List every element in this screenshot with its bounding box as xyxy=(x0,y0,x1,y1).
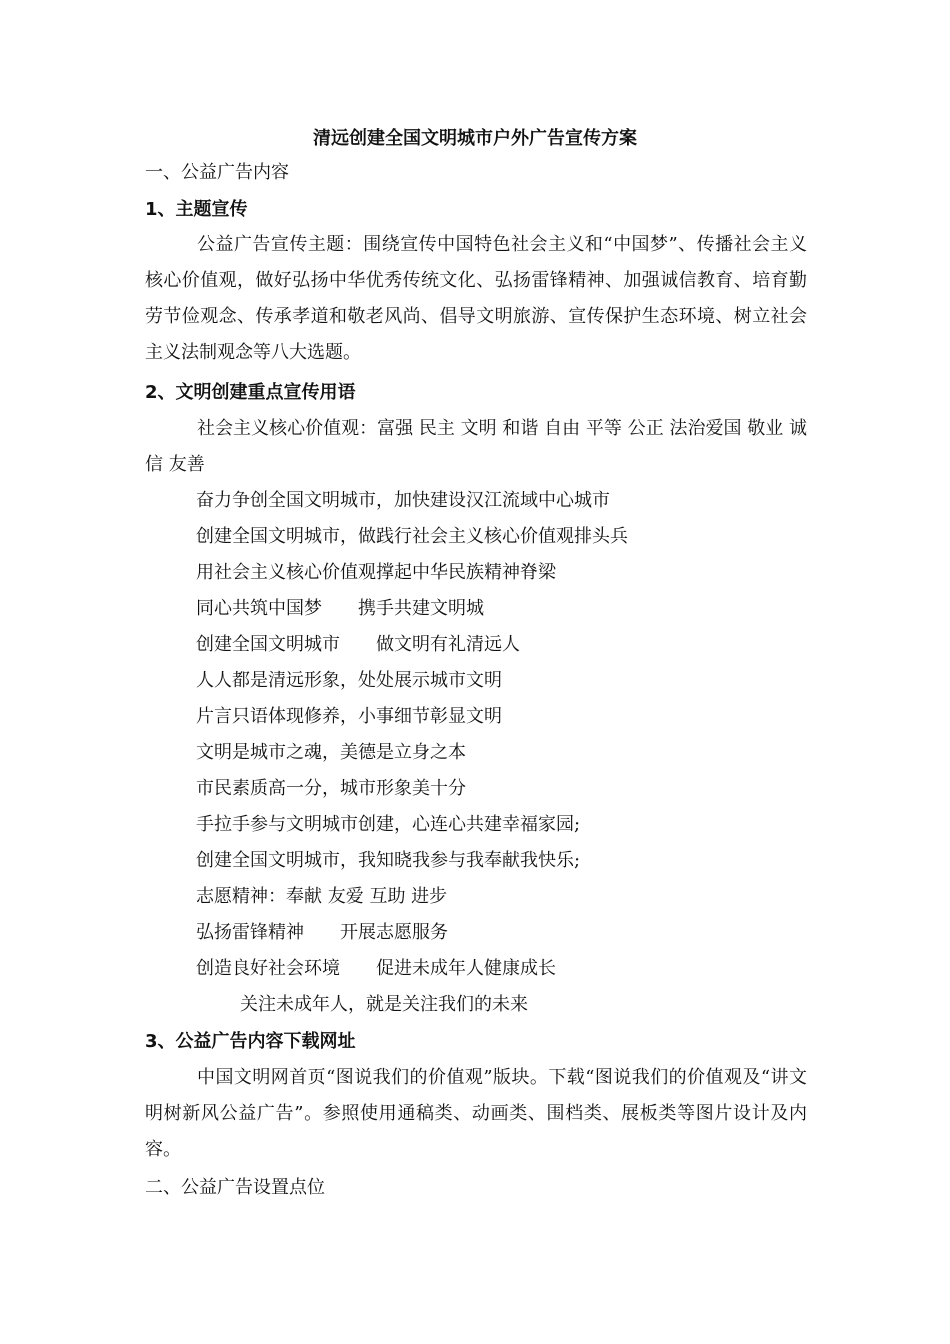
slogan-line: 市民素质高一分，城市形象美十分 xyxy=(196,778,466,799)
paragraph-theme: 公益广告宣传主题：围绕宣传中国特色社会主义和“中国梦”、传播社会主义核心价值观，做好弘扬中华优秀传统文化、弘扬雷锋精神、加强诚信教育、培育勤劳节俭观念、传承孝道和敬老风尚、倡导文明旅游、宣传保护生态环境、树立社会主义法制观念等八大选题。 xyxy=(145,234,807,363)
subheading-slogans: 2、文明创建重点宣传用语 xyxy=(145,382,356,403)
slogan-line: 创建全国文明城市，我知晓我参与我奉献我快乐; xyxy=(196,850,581,871)
document-title: 清远创建全国文明城市户外广告宣传方案 xyxy=(313,128,637,149)
slogan-line: 用社会主义核心价值观撑起中华民族精神脊梁 xyxy=(196,562,556,583)
paragraph-core-values: 社会主义核心价值观：富强 民主 文明 和谐 自由 平等 公正 法治爱国 敬业 诚信 友善 xyxy=(145,418,807,475)
slogan-line: 创造良好社会环境 促进未成年人健康成长 xyxy=(196,958,556,979)
slogan-line: 创建全国文明城市 做文明有礼清远人 xyxy=(196,634,520,655)
section-heading-1: 一、公益广告内容 xyxy=(145,162,289,183)
paragraph-download: 中国文明网首页“图说我们的价值观”版块。下载“图说我们的价值观及“讲文明树新风公益广告”。参照使用通稿类、动画类、围档类、展板类等图片设计及内容。 xyxy=(145,1067,807,1160)
slogan-line: 志愿精神：奉献 友爱 互助 进步 xyxy=(196,886,448,907)
section-heading-2: 二、公益广告设置点位 xyxy=(145,1177,325,1198)
slogan-line: 弘扬雷锋精神 开展志愿服务 xyxy=(196,922,448,943)
slogan-line: 手拉手参与文明城市创建，心连心共建幸福家园; xyxy=(196,814,581,835)
slogan-line: 奋力争创全国文明城市，加快建设汉江流域中心城市 xyxy=(196,490,610,511)
slogan-line: 文明是城市之魂，美德是立身之本 xyxy=(196,742,466,763)
slogan-line: 创建全国文明城市，做践行社会主义核心价值观排头兵 xyxy=(196,526,628,547)
slogan-line: 人人都是清远形象，处处展示城市文明 xyxy=(196,670,502,691)
subheading-theme: 1、主题宣传 xyxy=(145,199,248,220)
slogan-line: 片言只语体现修养，小事细节彰显文明 xyxy=(196,706,502,727)
slogan-line-last: 关注未成年人，就是关注我们的未来 xyxy=(240,994,528,1015)
slogan-line: 同心共筑中国梦 携手共建文明城 xyxy=(196,598,484,619)
subheading-download: 3、公益广告内容下载网址 xyxy=(145,1031,356,1052)
